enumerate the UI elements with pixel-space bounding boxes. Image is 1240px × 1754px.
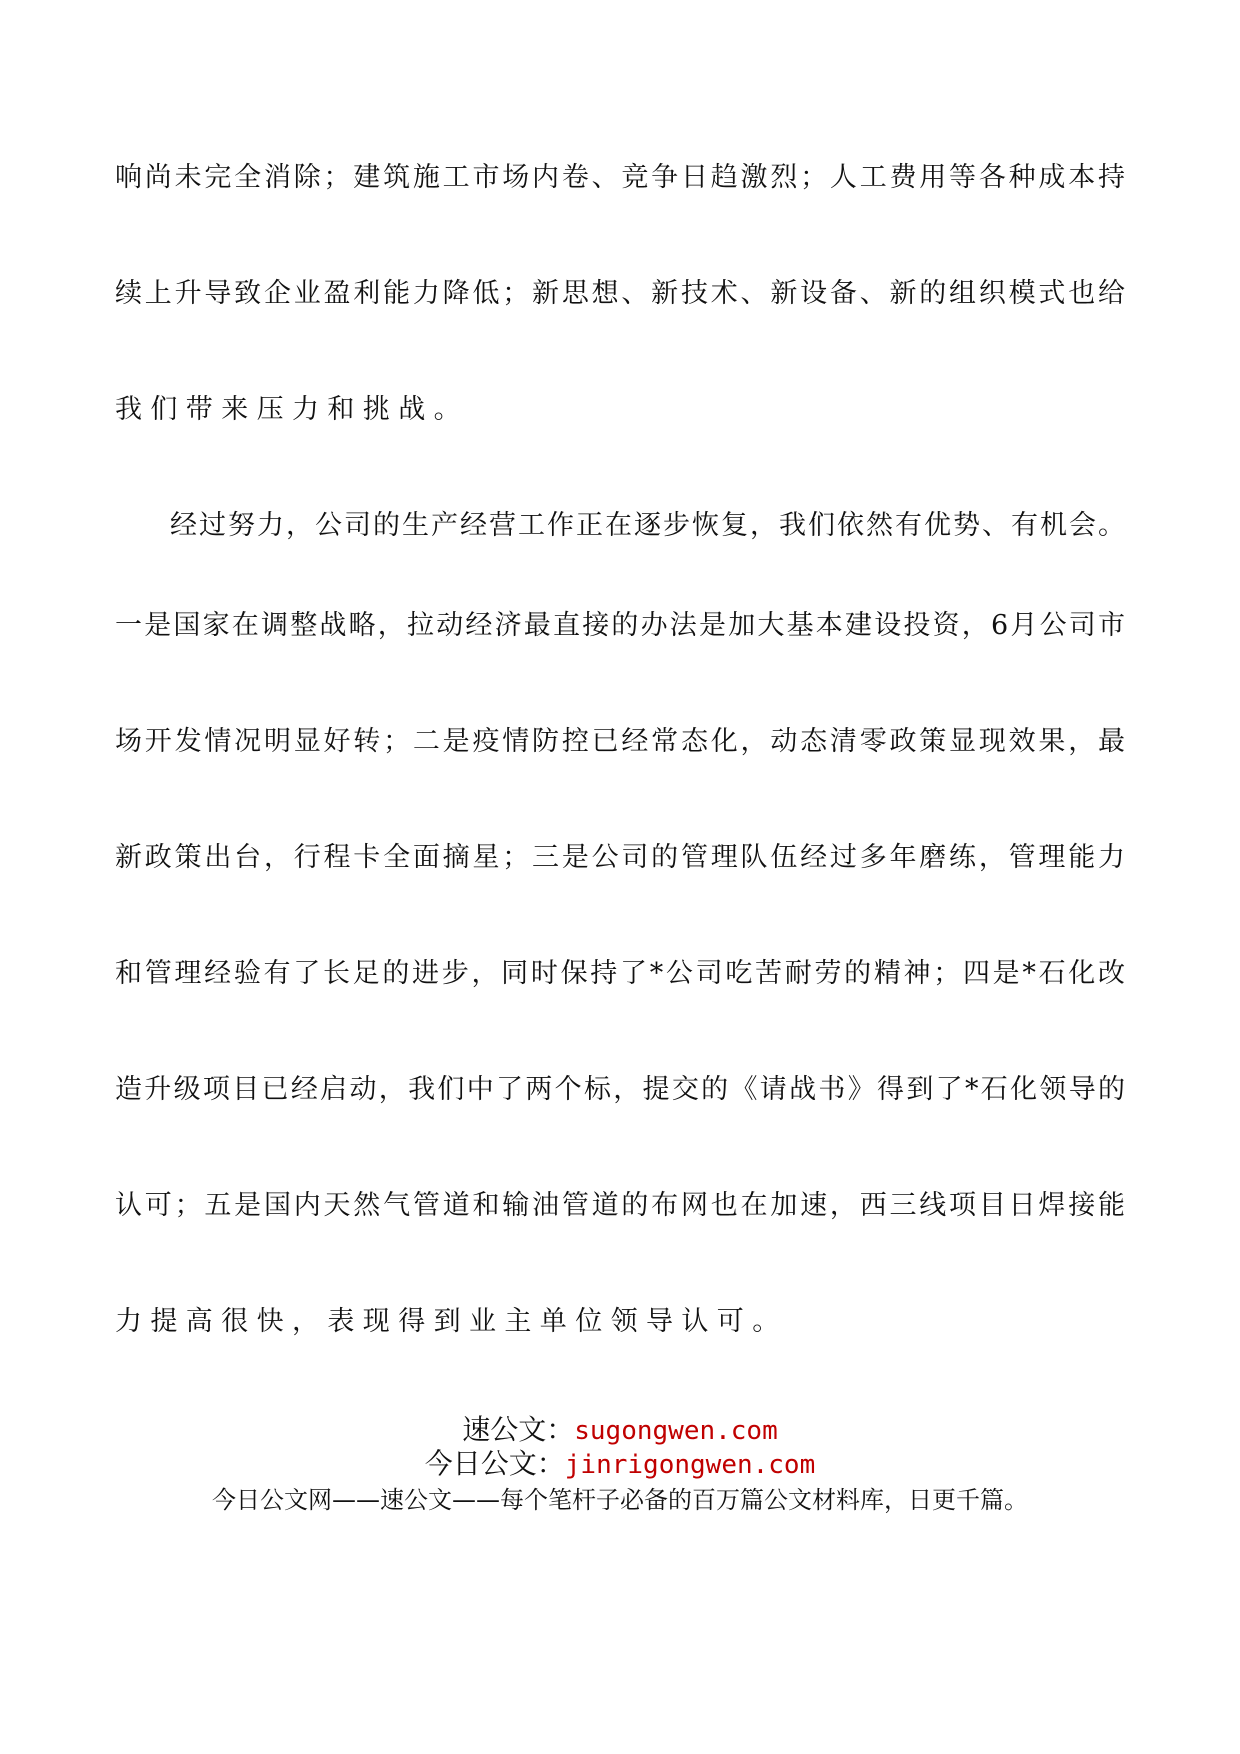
footer-label: 速公文： xyxy=(462,1413,575,1446)
paragraph-line: 我们带来压力和挑战。 xyxy=(115,394,469,425)
paragraph-line: 和管理经验有了长足的进步，同时保持了*公司吃苦耐劳的精神；四是*石化改 xyxy=(115,958,1125,989)
footer-label: 今日公文： xyxy=(424,1447,565,1480)
paragraph-line: 认可；五是国内天然气管道和输油管道的布网也在加速，西三线项目日焊接能 xyxy=(115,1190,1125,1221)
paragraph-line: 场开发情况明显好转；二是疫情防控已经常态化，动态清零政策显现效果，最 xyxy=(115,726,1125,757)
paragraph-line: 新政策出台，行程卡全面摘星；三是公司的管理队伍经过多年磨练，管理能力 xyxy=(115,842,1125,873)
footer-link-jinrigongwen[interactable]: jinrigongwen.com xyxy=(564,1450,816,1480)
footer-slogan: 今日公文网——速公文——每个笔杆子必备的百万篇公文材料库，日更千篇。 xyxy=(212,1486,1028,1514)
paragraph-line: 造升级项目已经启动，我们中了两个标，提交的《请战书》得到了*石化领导的 xyxy=(115,1074,1125,1105)
paragraph-line: 力提高很快，表现得到业主单位领导认可。 xyxy=(115,1306,788,1337)
footer-link-sugongwen[interactable]: sugongwen.com xyxy=(574,1416,778,1446)
paragraph-line: 经过努力，公司的生产经营工作正在逐步恢复，我们依然有优势、有机会。 xyxy=(170,510,1125,541)
paragraph-line: 一是国家在调整战略，拉动经济最直接的办法是加大基本建设投资，6月公司市 xyxy=(115,610,1125,641)
paragraph-line: 响尚未完全消除；建筑施工市场内卷、竞争日趋激烈；人工费用等各种成本持 xyxy=(115,162,1125,193)
paragraph-line: 续上升导致企业盈利能力降低；新思想、新技术、新设备、新的组织模式也给 xyxy=(115,278,1125,309)
footer-line-jinrigongwen xyxy=(0,1442,1240,1482)
